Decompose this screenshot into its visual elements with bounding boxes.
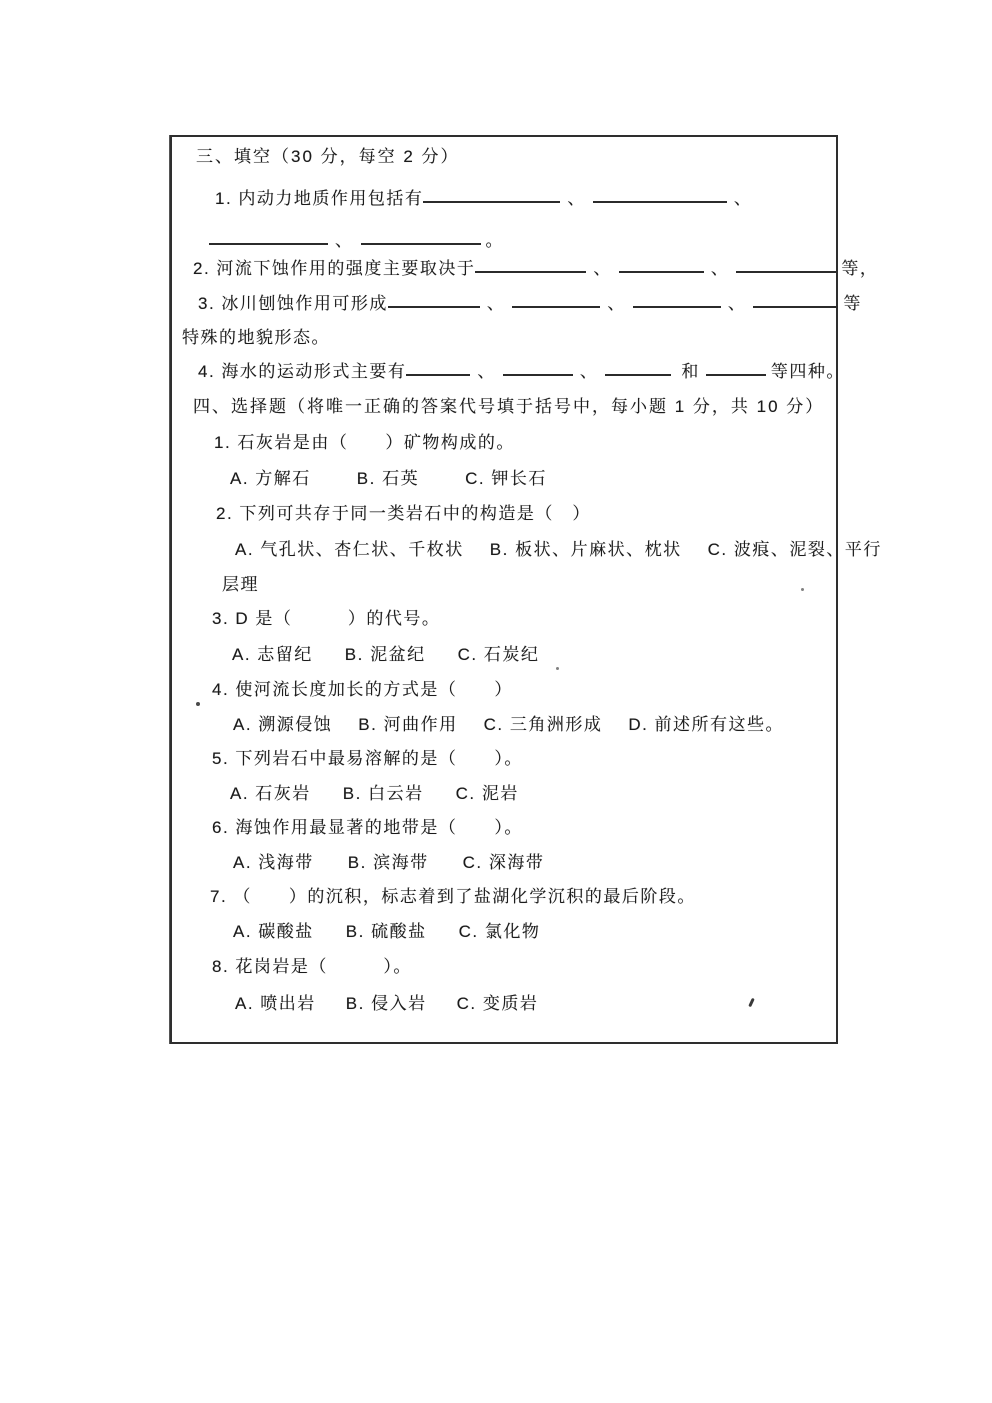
- option: B. 滨海带: [347, 853, 429, 872]
- option: A. 喷出岩: [235, 994, 316, 1013]
- choice-question-7: 7. （ ）的沉积，标志着到了盐湖化学沉积的最后阶段。: [210, 887, 696, 906]
- choice-question-6-options: [233, 852, 544, 874]
- choice-question-2-options-continuation: 层理: [222, 575, 259, 594]
- choice-question-4-options: [233, 714, 784, 736]
- blank-line: [406, 371, 470, 376]
- option: A. 碳酸盐: [233, 922, 314, 941]
- question-text: 1. 内动力地质作用包括有: [215, 189, 424, 208]
- blank-line: [475, 268, 586, 273]
- choice-question-2: 2. 下列可共存于同一类岩石中的构造是（ ）: [216, 504, 591, 523]
- choice-question-7-options: [233, 921, 540, 943]
- blank-line: [209, 240, 328, 245]
- option: C. 氯化物: [458, 922, 541, 941]
- option: A. 溯源侵蚀: [233, 715, 333, 734]
- blank-line: [388, 303, 480, 308]
- option: C. 变质岩: [456, 994, 539, 1013]
- choice-section-heading: 四、选择题（将唯一正确的答案代号填于括号中，每小题 1 分，共 10 分）: [193, 397, 825, 416]
- fill-section-heading: 三、填空（30 分，每空 2 分）: [196, 147, 460, 166]
- enum-comma: 、: [567, 189, 586, 208]
- option: B. 板状、片麻状、枕状: [489, 540, 682, 559]
- option: C. 三角洲形成: [483, 715, 603, 734]
- option: B. 石英: [356, 469, 420, 488]
- choice-question-1-options: [230, 468, 547, 490]
- fill-question-1-line-2: [209, 230, 504, 252]
- enum-comma: 、: [486, 294, 506, 313]
- question-text: 2. 河流下蚀作用的强度主要取决于: [193, 259, 476, 278]
- question-text: 4. 海水的运动形式主要有: [198, 362, 407, 381]
- question-suffix: 等，: [841, 259, 879, 278]
- scan-artifact: [556, 667, 559, 670]
- scan-artifact: [801, 588, 804, 591]
- option: A. 石灰岩: [230, 784, 311, 803]
- choice-question-1: 1. 石灰岩是由（ ）矿物构成的。: [214, 433, 515, 452]
- option: A. 方解石: [230, 469, 311, 488]
- blank-line: [361, 240, 481, 245]
- question-text: 3. 冰川刨蚀作用可形成: [198, 294, 388, 313]
- option: C. 泥岩: [455, 784, 519, 803]
- choice-question-3: 3. D 是（ ）的代号。: [212, 609, 441, 628]
- enum-comma: 、: [727, 294, 747, 313]
- option: B. 泥盆纪: [344, 645, 426, 664]
- blank-line: [753, 303, 838, 308]
- choice-question-8: 8. 花岗岩是（ ）。: [212, 957, 412, 976]
- blank-line: [619, 268, 704, 273]
- option: C. 钾长石: [465, 469, 547, 488]
- option: B. 侵入岩: [345, 994, 427, 1013]
- choice-question-3-options: [232, 644, 539, 666]
- option: C. 石炭纪: [457, 645, 540, 664]
- period: 。: [485, 231, 504, 250]
- enum-comma: 、: [593, 259, 612, 278]
- question-suffix: 等四种。: [770, 362, 845, 381]
- enum-comma: 、: [607, 294, 626, 313]
- enum-comma: 、: [579, 362, 599, 381]
- option: B. 河曲作用: [358, 715, 458, 734]
- choice-question-8-options: [235, 993, 538, 1015]
- enum-comma: 、: [733, 189, 753, 208]
- blank-line: [706, 371, 766, 376]
- blank-line: [605, 371, 671, 376]
- option: B. 硫酸盐: [345, 922, 427, 941]
- blank-line: [736, 268, 836, 273]
- choice-question-5-options: [230, 783, 519, 805]
- choice-question-5: 5. 下列岩石中最易溶解的是（ ）。: [212, 749, 523, 768]
- option: D. 前述所有这些。: [628, 715, 785, 734]
- fill-question-2: [193, 258, 878, 280]
- option: A. 气孔状、杏仁状、千枚状: [235, 540, 464, 559]
- enum-comma: 、: [335, 231, 354, 250]
- choice-question-4: 4. 使河流长度加长的方式是（ ）: [212, 680, 513, 699]
- option: C. 波痕、泥裂、平行: [707, 540, 882, 559]
- fill-question-4: [198, 361, 845, 383]
- blank-line: [503, 371, 573, 376]
- blank-line: [423, 198, 560, 203]
- choice-question-2-options: [235, 539, 882, 561]
- enum-comma: 、: [710, 259, 730, 278]
- blank-line: [512, 303, 600, 308]
- option: C. 深海带: [462, 853, 545, 872]
- option: B. 白云岩: [342, 784, 424, 803]
- fill-question-3: [198, 293, 862, 315]
- option: A. 志留纪: [232, 645, 313, 664]
- blank-line: [633, 303, 721, 308]
- fill-question-3-continuation: 特殊的地貌形态。: [182, 328, 330, 347]
- choice-question-6: 6. 海蚀作用最显著的地带是（ ）。: [212, 818, 523, 837]
- conjunction: 和: [681, 362, 700, 381]
- blank-line: [593, 198, 727, 203]
- scan-artifact: [196, 702, 200, 706]
- option: A. 浅海带: [233, 853, 314, 872]
- fill-question-1-line-1: [215, 188, 759, 210]
- question-suffix: 等: [843, 294, 862, 313]
- enum-comma: 、: [477, 362, 496, 381]
